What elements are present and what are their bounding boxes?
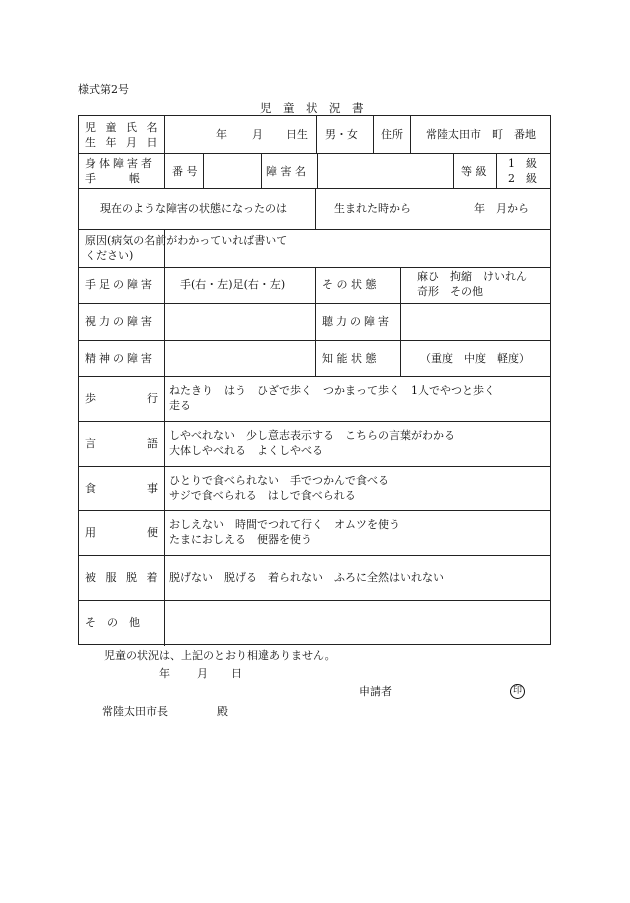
row-divider — [79, 376, 550, 377]
col-divider — [453, 153, 454, 188]
address-value: 常陸太田市 町 番地 — [426, 128, 536, 141]
seal-mark: 印 — [510, 684, 525, 699]
walking-options-1: ねたきり はう ひざで歩く つかまって歩く 1人でやつと歩く — [169, 384, 495, 397]
limbs-state-1: 麻ひ 拘縮 けいれん — [417, 270, 527, 283]
handbook-label-1: 身体障害者 — [85, 157, 155, 170]
since-birth: 生まれた時から — [334, 202, 411, 215]
speech-options-1: しやべれない 少し意志表示する こちらの言葉がわかる — [169, 429, 455, 442]
speech-label: 言 — [85, 437, 96, 450]
eating-options-1: ひとりで食べられない 手でつかんで食べる — [169, 474, 389, 487]
col-divider — [203, 153, 204, 188]
col-divider — [317, 153, 318, 188]
row-divider — [79, 600, 550, 601]
onset-question: 現在のような障害の状態になったのは — [100, 202, 287, 215]
col-divider — [496, 153, 497, 188]
grade-2: 2 級 — [508, 172, 537, 185]
cause-line-2: ください) — [85, 249, 134, 262]
toilet-options-2: たまにおしえる 便器を使う — [169, 533, 312, 546]
page-title: 児 童 状 況 書 — [260, 101, 364, 115]
col-divider — [164, 116, 165, 188]
date-year: 年 — [159, 667, 170, 680]
child-name-label: 児 童 氏 名 — [85, 121, 161, 134]
row-divider — [79, 229, 550, 230]
statement: 児童の状況は、上記のとおり相違ありません。 — [104, 649, 336, 662]
number-label: 番 号 — [172, 165, 198, 178]
row-divider — [79, 466, 550, 467]
mental-label: 精神の障害 — [85, 352, 155, 365]
walking-label-2: 行 — [147, 392, 158, 405]
limbs-state-label: そ の 状 態 — [322, 278, 377, 291]
speech-label-2: 語 — [147, 437, 158, 450]
honorific: 殿 — [217, 705, 228, 718]
row-divider — [79, 421, 550, 422]
intelligence-severity: （重度 中度 軽度） — [420, 352, 530, 365]
col-divider — [315, 267, 316, 376]
hearing-label: 聴力の障害 — [322, 315, 392, 328]
limbs-value: 手(右・左)足(右・左) — [180, 278, 286, 291]
row-divider — [79, 555, 550, 556]
row-divider — [79, 510, 550, 511]
vision-label: 視力の障害 — [85, 315, 155, 328]
date-day: 日 — [231, 667, 242, 680]
toilet-label-2: 便 — [147, 526, 158, 539]
applicant-label: 申請者 — [359, 685, 392, 698]
grade-1: 1 級 — [508, 157, 537, 170]
addressee: 常陸太田市長 — [102, 705, 168, 718]
limbs-state-2: 奇形 その他 — [417, 285, 483, 298]
date-month: 月 — [197, 667, 208, 680]
onset-year-month: 年 月から — [474, 202, 529, 215]
col-divider — [261, 153, 262, 188]
col-divider — [316, 116, 317, 153]
eating-options-2: サジで食べられる はしで食べられる — [169, 489, 356, 502]
dob-month: 月 — [252, 128, 263, 141]
address-label: 住所 — [381, 128, 403, 141]
walking-label: 歩 — [85, 392, 96, 405]
toilet-options-1: おしえない 時間でつれて行く オムツを使う — [169, 518, 400, 531]
row-divider — [79, 153, 550, 154]
walking-options-2: 走る — [169, 399, 191, 412]
col-divider — [410, 116, 411, 153]
eating-label: 食 — [85, 482, 96, 495]
dob-year: 年 — [216, 128, 227, 141]
toilet-label: 用 — [85, 526, 96, 539]
eating-label-2: 事 — [147, 482, 158, 495]
gender-choice: 男・女 — [325, 128, 358, 141]
col-divider — [315, 188, 316, 229]
child-dob-label: 生 年 月 日 — [85, 136, 161, 149]
form-number: 様式第2号 — [78, 83, 129, 96]
disability-name-label: 障 害 名 — [266, 165, 306, 178]
col-divider — [373, 116, 374, 153]
cause-line-1: 原因(病気の名前がわかっていれば書いて — [85, 234, 288, 247]
other-label: そ の 他 — [85, 616, 140, 629]
grade-label: 等 級 — [461, 165, 487, 178]
dressing-options: 脱げない 脱げる 着られない ふろに全然はいれない — [169, 571, 444, 584]
limbs-label: 手足の障害 — [85, 278, 155, 291]
intelligence-label: 知 能 状 態 — [322, 352, 377, 365]
handbook-label-2: 手 帳 — [85, 172, 140, 185]
dob-day: 日生 — [286, 128, 308, 141]
status-form-table — [78, 115, 551, 645]
dressing-label: 被 服 脱 着 — [85, 571, 161, 584]
col-divider — [164, 229, 165, 646]
col-divider — [400, 267, 401, 376]
speech-options-2: 大体しやべれる よくしやべる — [169, 444, 323, 457]
